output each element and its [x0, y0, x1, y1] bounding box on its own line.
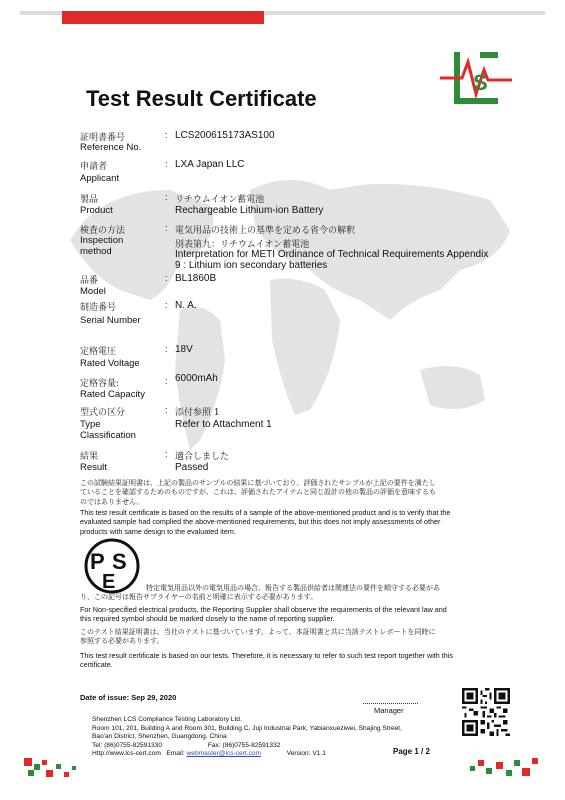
page-number: Page 1 / 2 — [393, 747, 430, 756]
test-basis-jp — [80, 628, 485, 647]
text-line: のではありません。 — [80, 497, 144, 506]
field-label-jp: 証明書番号 — [80, 133, 126, 143]
field-value-jp: 適合しました — [175, 452, 230, 462]
field-value-jp: 電気用品の技術上の基準を定める省令の解釈 — [175, 226, 356, 236]
field-colon: : — [165, 376, 168, 386]
field-value: N. A. — [175, 300, 197, 311]
field-label-jp: 定格電圧 — [80, 347, 117, 357]
field-label-en: Rated Voltage — [80, 358, 140, 369]
text-line: products with same design to the evaluated item. — [80, 526, 236, 536]
field-colon: : — [165, 300, 168, 310]
field-label-en: Inspection — [80, 235, 124, 246]
text-line: For Non-specified electrical products, the Reporting Supplier shall observe the requirements of the relevant law and — [80, 605, 447, 614]
text-line: このテスト結果証明書は、当社のテストに基づいています。よって、本証明書と共に当該テストレポートを同時に — [80, 628, 436, 636]
field-colon: : — [165, 344, 168, 354]
text-line: certificate. — [80, 660, 113, 670]
text-line: この試験結果証明書は、上記の製品のサンプルの結果に基づいており、評価されたサンプルが上記の要件を満たし — [80, 479, 436, 487]
supplier-note-jp — [80, 584, 485, 603]
text-line: 参照する必要があります。 — [80, 637, 164, 646]
field-colon: : — [165, 192, 168, 202]
field-label-en-2: Classification — [80, 430, 136, 441]
email-label: Email: — [166, 750, 187, 758]
field-colon: : — [165, 159, 168, 169]
field-label-en: Reference No. — [80, 142, 142, 153]
field-value: Rechargeable Lithium-ion Battery — [175, 205, 324, 216]
field-label-jp: 申請者 — [80, 162, 108, 172]
test-basis-en — [80, 651, 485, 670]
field-label-en-2: method — [80, 246, 112, 257]
field-label-en: Result — [80, 462, 107, 473]
field-label-jp: 結果 — [80, 452, 99, 462]
field-value: 6000mAh — [175, 373, 218, 384]
field-value: Passed — [175, 462, 209, 473]
field-label-jp: 型式の区分 — [80, 408, 126, 418]
text-line: ていることを確認するためのものですが、これは、評価されたアイテムと同じ設計の他の製品の評価を意味するも — [80, 488, 437, 497]
field-colon: : — [165, 405, 168, 415]
field-value: LCS200615173AS100 — [175, 130, 275, 141]
svg-text:P: P — [90, 549, 105, 574]
address-line: Bao'an District, Shenzhen, Guangdong, China — [92, 733, 227, 741]
footer-pattern-left — [24, 758, 84, 780]
field-label-jp: 品番 — [80, 276, 99, 286]
signature-line — [363, 703, 418, 704]
text-line: 特定電気用品以外の電気用品の場合、報告する製品供給者は関連法の要件を順守する必要があ — [146, 584, 440, 592]
address-line: Room 101, 201, Building A and Room 301, Building C, Juji Industrial Park, Yabianxueziwei, Shajing Street, — [92, 724, 402, 732]
field-label-en: Model — [80, 286, 106, 297]
email-link[interactable]: webmaster@lcs-cert.com — [186, 750, 262, 758]
field-colon: : — [165, 130, 168, 140]
field-label-jp: 定格容量: — [80, 379, 120, 389]
field-value: 18V — [175, 344, 193, 355]
footer-pattern-right — [470, 758, 540, 780]
disclaimer-en — [80, 508, 485, 536]
lcs-logo — [440, 50, 512, 106]
field-value: BL1860B — [175, 273, 217, 284]
field-label-en: Rated Capacity — [80, 389, 145, 400]
field-label-jp: 製品 — [80, 195, 99, 205]
field-colon: : — [165, 223, 168, 233]
website-link[interactable]: Http://www.lcs-cert.com — [92, 750, 161, 758]
text-line: り、この記号は報告サプライヤーの名前と明確に表示する必要があります。 — [80, 593, 318, 602]
field-label-jp: 検査の方法 — [80, 226, 126, 236]
certificate-title: Test Result Certificate — [86, 86, 317, 111]
field-colon: : — [165, 273, 168, 283]
version: Version: V1.1 — [286, 750, 326, 758]
field-value-jp: 添付参照 1 — [175, 408, 220, 418]
text-line: This test result certificate is based on the results of a sample of the above-mentioned product and is to verify that the — [80, 508, 451, 517]
address-line: Shenzhen LCS Compliance Testing Laboratory Ltd. — [92, 716, 242, 723]
svg-text:E: E — [102, 571, 116, 593]
field-value-jp: リチウムイオン蓄電池 — [175, 195, 265, 205]
field-value: Refer to Attachment 1 — [175, 419, 272, 430]
fax: Fax: (86)0755-82591332 — [207, 741, 281, 749]
text-line: evaluated sample had complied the above-mentioned requirements, but this does not imply assessments of other — [80, 517, 441, 527]
text-line: this required symbol should be marked closely to the name of reporting supplier. — [80, 614, 335, 624]
field-value-2: 9 : Lithium ion secondary batteries — [175, 260, 328, 271]
disclaimer-jp — [80, 479, 485, 507]
manager-label: Manager — [374, 706, 404, 715]
lab-address — [92, 716, 402, 759]
qr-code — [462, 688, 510, 736]
field-colon: : — [165, 449, 168, 459]
svg-text:S: S — [112, 549, 127, 574]
field-label-en: Type — [80, 419, 101, 430]
date-of-issue: Date of issue: Sep 29, 2020 — [80, 693, 177, 702]
text-line: This test result certificate is based on our tests. Therefore, it is necessary to refer to such test report together with this — [80, 651, 453, 660]
field-value: LXA Japan LLC — [175, 159, 245, 170]
tel: Tel: (86)0755-82591330 — [92, 741, 163, 749]
supplier-note-en — [80, 605, 485, 624]
svg-text:S: S — [473, 70, 488, 95]
top-red-band — [62, 11, 264, 24]
field-label-en: Product — [80, 205, 113, 216]
field-value-jp-2: 別表第九：リチウムイオン蓄電池 — [175, 240, 310, 250]
field-label-en: Serial Number — [80, 315, 141, 326]
field-label-jp: 制造番号 — [80, 303, 117, 313]
field-label-en: Applicant — [80, 173, 120, 184]
field-value: Interpretation for METI Ordinance of Technical Requirements Appendix — [175, 249, 489, 260]
